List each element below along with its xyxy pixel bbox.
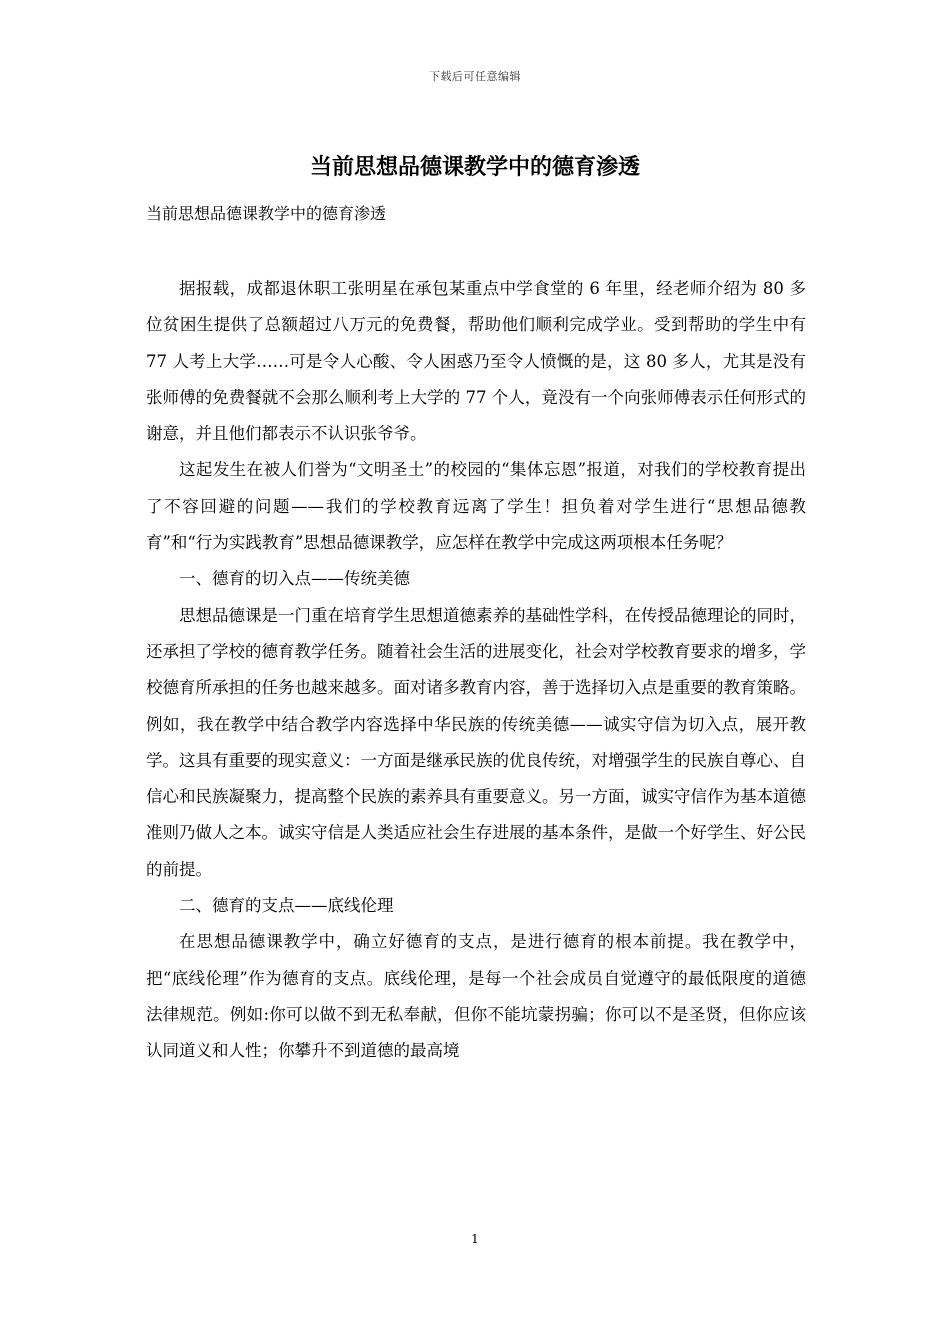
document-subtitle: 当前思想品德课教学中的德育渗透 <box>146 204 387 223</box>
header-note: 下载后可任意编辑 <box>429 70 521 83</box>
document-title: 当前思想品德课教学中的德育渗透 <box>309 154 640 180</box>
section-heading-2: 二、德育的支点——底线伦理 <box>179 896 394 916</box>
page-number: 1 <box>471 1232 479 1246</box>
section-heading-1: 一、德育的切入点——传统美德 <box>179 569 410 589</box>
document-body <box>146 271 806 1070</box>
paragraph-intro-story: 据报载，成都退休职工张明星在承包某重点中学食堂的 6 年里，经老师介绍为 80 多位贫困生提供了总额超过八万元的免费餐，帮助他们顺利完成学业。受到帮助的学生中有 77 人考上大学……可是令人心酸、令人困惑乃至令人愤慨的是，这 80 多人，尤其是没有张师傅的免费餐就不会那么顺利考上大学的 77 个人，竟没有一个向张师傅表示任何形式的谢意，并且他们都表示不认识张爷爷。 <box>146 279 806 444</box>
paragraph-section-2: 在思想品德课教学中，确立好德育的支点，是进行德育的根本前提。我在教学中，把“底线伦理”作为德育的支点。底线伦理，是每一个社会成员自觉遵守的最低限度的道德法律规范。例如:你可以做不到无私奉献，但你不能坑蒙拐骗；你可以不是圣贤，但你应该认同道义和人性；你攀升不到道德的最高境 <box>146 932 806 1061</box>
paragraph-problem: 这起发生在被人们誉为“文明圣土”的校园的“集体忘恩”报道，对我们的学校教育提出了不容回避的问题——我们的学校教育远离了学生！担负着对学生进行“思想品德教育”和“行为实践教育”思想品德课教学，应怎样在教学中完成这两项根本任务呢？ <box>146 460 806 553</box>
paragraph-section-1: 思想品德课是一门重在培育学生思想道德素养的基础性学科，在传授品德理论的同时，还承担了学校的德育教学任务。随着社会生活的进展变化，社会对学校教育要求的增多，学校德育所承担的任务也越来越多。面对诸多教育内容，善于选择切入点是重要的教育策略。例如，我在教学中结合教学内容选择中华民族的传统美德——诚实守信为切入点，展开教学。这具有重要的现实意义：一方面是继承民族的优良传统，对增强学生的民族自尊心、自信心和民族凝聚力，提高整个民族的素养具有重要意义。另一方面，诚实守信作为基本道德准则乃做人之本。诚实守信是人类适应社会生存进展的基本条件，是做一个好学生、好公民的前提。 <box>146 605 806 879</box>
